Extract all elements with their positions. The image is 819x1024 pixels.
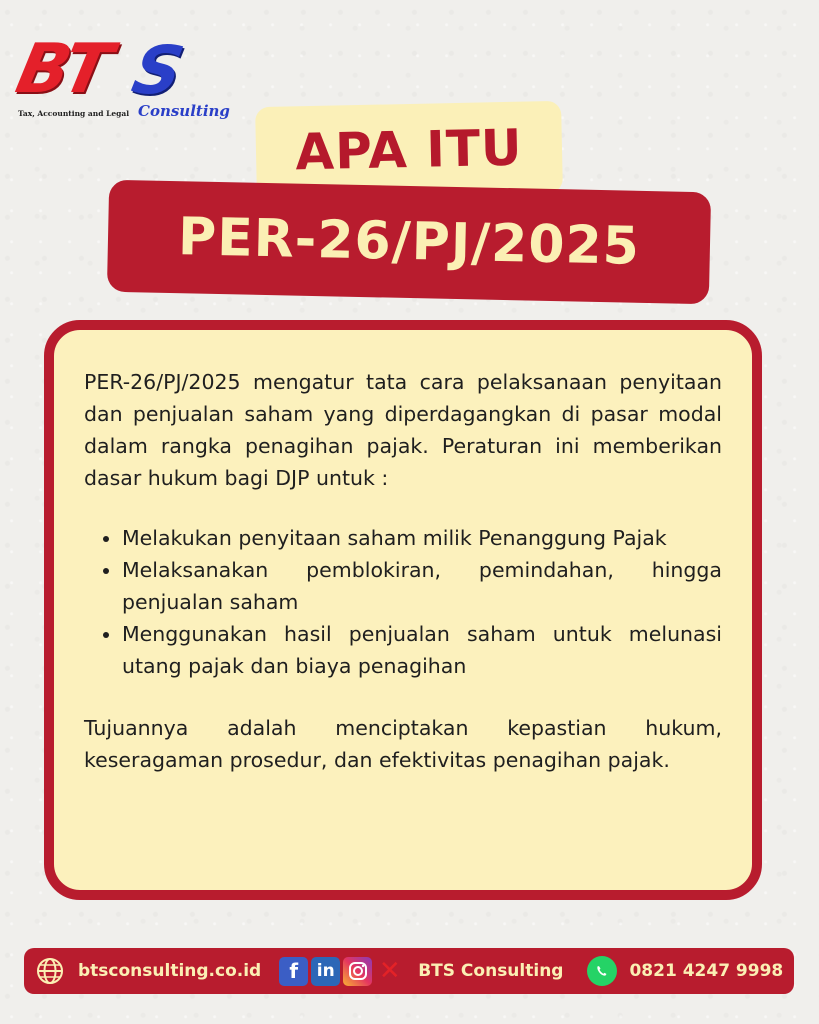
bullet-list bbox=[84, 522, 722, 682]
brand-name: BTS Consulting bbox=[418, 961, 564, 981]
facebook-icon[interactable]: f bbox=[279, 957, 308, 986]
linkedin-icon[interactable]: in bbox=[311, 957, 340, 986]
instagram-icon[interactable] bbox=[343, 957, 372, 986]
globe-icon bbox=[34, 955, 66, 987]
logo-tagline: Tax, Accounting and Legal bbox=[18, 109, 130, 118]
phone-number[interactable]: 0821 4247 9998 bbox=[629, 961, 784, 981]
x-icon[interactable]: ✕ bbox=[378, 956, 401, 986]
logo-letters-bt: BT bbox=[9, 30, 113, 109]
closing-paragraph: Tujuannya adalah menciptakan kepastian hukum, keseragaman prosedur, dan efektivitas penagihan pajak. bbox=[84, 716, 722, 772]
title-line-1: APA ITU bbox=[255, 101, 563, 199]
logo-subtitle: Consulting bbox=[138, 102, 230, 120]
bullet-item: • Melaksanakan pemblokiran, pemindahan, hingga penjualan saham bbox=[122, 554, 722, 618]
title-line-2: PER-26/PJ/2025 bbox=[107, 180, 711, 305]
footer-bar bbox=[24, 948, 794, 994]
whatsapp-icon[interactable] bbox=[587, 956, 617, 986]
bullet-item: • Melakukan penyitaan saham milik Penanggung Pajak bbox=[122, 522, 722, 554]
social-icons bbox=[279, 957, 404, 986]
website-link[interactable]: btsconsulting.co.id bbox=[78, 961, 262, 981]
intro-paragraph: PER-26/PJ/2025 mengatur tata cara pelaksanaan penyitaan dan penjualan saham yang diperdagangkan di pasar modal dalam rangka penagihan pajak. Peraturan ini memberikan dasar hukum bagi DJP untuk : bbox=[84, 370, 722, 490]
bullet-item: • Menggunakan hasil penjualan saham untuk melunasi utang pajak dan biaya penagihan bbox=[122, 618, 722, 682]
content-card bbox=[44, 320, 762, 900]
bts-logo bbox=[9, 30, 230, 128]
logo-letter-s: S bbox=[125, 32, 190, 109]
